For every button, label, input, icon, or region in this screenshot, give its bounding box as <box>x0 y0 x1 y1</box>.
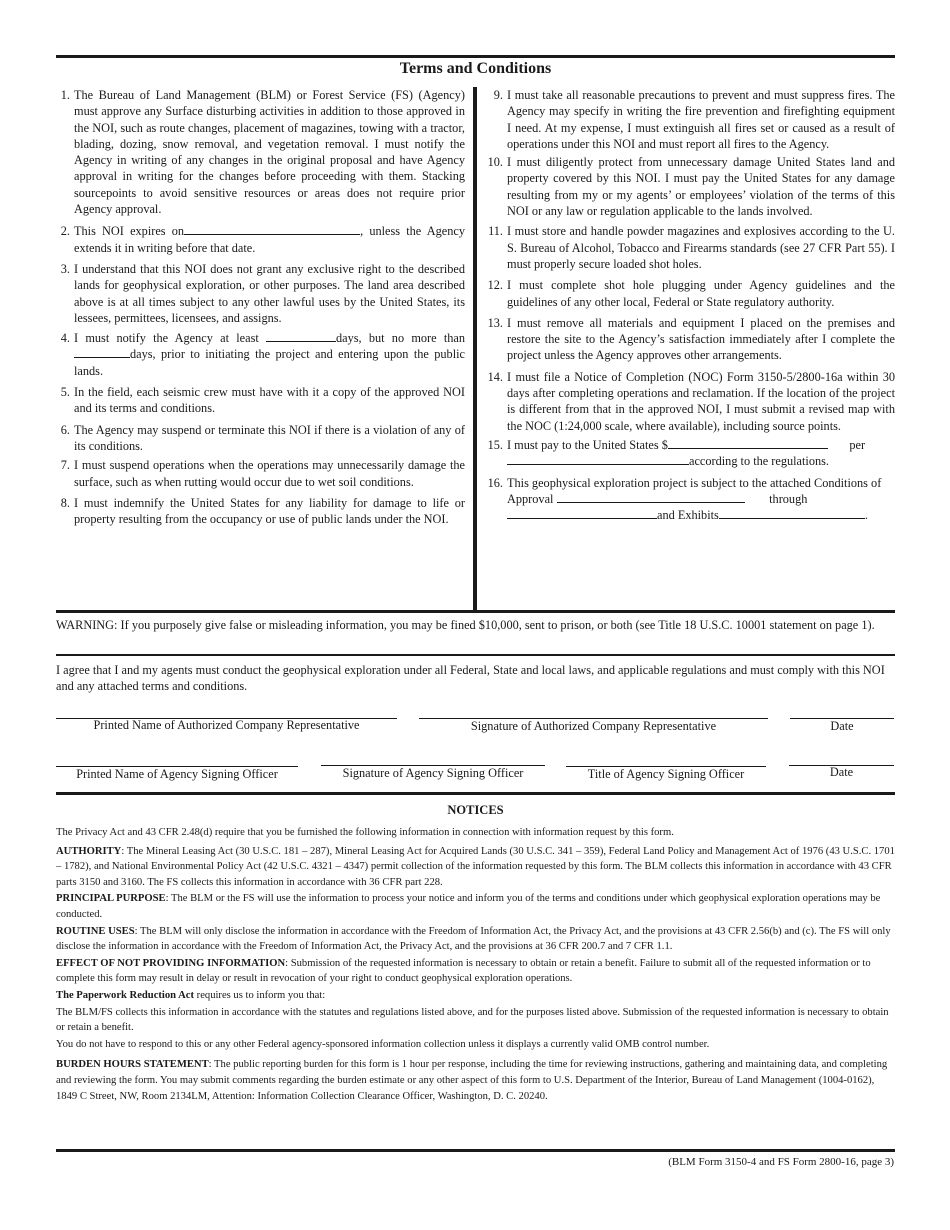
term-14: 14. I must file a Notice of Completion (NOC) Form 3150-5/2800-16a within 30 days after completing operations and reclamation. If the location of the project is different from that in the approved NOI, I must submit a revised map with the NOC (1:24,000 scale, where available), including source points. <box>487 369 895 433</box>
agreement-statement: I agree that I and my agents must conduct the geophysical exploration under all Federal, State and local laws, and applicable regulations and must comply with this NOI and any attached terms and conditions. <box>56 663 885 694</box>
agency-signature-label: Signature of Agency Signing Officer <box>342 766 524 780</box>
term-8: 8. I must indemnify the United States for any liability for damage to life or property resulting from the occupancy or use of public lands under the NOI. <box>60 495 465 527</box>
company-name-label: Printed Name of Authorized Company Representative <box>93 718 360 732</box>
conditions-through-field[interactable] <box>507 507 657 519</box>
burden-hours-notice: BURDEN HOURS STATEMENT: The public reporting burden for this form is 1 hour per response, including the time for reviewing instructions, gathering and maintaining data, and completing and reviewing the form. You may submit comments regarding the burden estimate or any other aspect of this form to U.S. Department of the Interior, Bureau of Land Management (1004-0162), 1849 C Street, NW, Room 2134LM, Attention: Information Collection Clearance Officer, Washington, D. C. 20240. <box>56 1059 888 1102</box>
term-15: 15. I must pay to the United States $ per according to the regulations. <box>487 437 866 469</box>
exhibits-field[interactable] <box>719 507 865 519</box>
company-signature-label: Signature of Authorized Company Representative <box>470 719 717 733</box>
effect-notice: EFFECT OF NOT PROVIDING INFORMATION: Submission of the requested information is necessary to obtain or retain a benefit. Failure to submit all of the requested information or to complete this form may result in delay or result in revocation of your right to conduct geophysical exploration operations. <box>56 957 871 985</box>
principal-purpose-notice: PRINCIPAL PURPOSE: The BLM or the FS will use the information to process your notice and inform you of the terms and conditions under which geophysical exploration operations may be conducted. <box>56 893 881 920</box>
term-2: 2. This NOI expires on , unless the Agency extends it in writing before that date. <box>60 224 465 255</box>
max-notice-days-field[interactable] <box>74 346 130 358</box>
min-notice-days-field[interactable] <box>266 330 336 342</box>
payment-per-unit-field[interactable] <box>507 453 689 465</box>
term-1: 1. The Bureau of Land Management (BLM) or Forest Service (FS) (Agency) must approve any Surface disturbing activities in addition to those approved in the NOI, such as route changes, placement of magazines, towing with a tractor, blading, dozing, snow removal, and vegetation removal. I must notify the Agency in writing of any changes in the original proposal and have Agency approval in writing for the changes before proceeding with them. Stacking sourcepoints to avoid sensitive resources or areas does not require prior Agency approval. <box>60 88 465 217</box>
footer-rule <box>56 1149 895 1152</box>
routine-uses-notice: ROUTINE USES: The BLM will only disclose the information in accordance with the Freedom of Information Act, the Privacy Act, and the provisions at 43 CFR 2.56(b) and (c). The FS will only disclose the information in accordance with the Freedom of Information Act, the Privacy Act, and the provisions at 36 CFR 200.7 and 7 CFR 1.1. <box>56 925 891 953</box>
paperwork-collection-text: The BLM/FS collects this information in accordance with the statutes and regulations listed above, and for the purposes listed above. Submission of the requested information is necessary to obtain or retain a benefit. <box>56 1006 889 1034</box>
notices-heading: NOTICES <box>447 803 504 817</box>
term-4: 4. I must notify the Agency at least days, but no more than days, prior to initiating the project and entering upon the public lands. <box>60 331 466 378</box>
term-5: 5. In the field, each seismic crew must have with it a copy of the approved NOI and its terms and conditions. <box>60 385 465 416</box>
conditions-from-field[interactable] <box>557 491 745 503</box>
omb-control-text: You do not have to respond to this or any other Federal agency-sponsored information collection unless it displays a currently valid OMB control number. <box>56 1038 710 1050</box>
page-title: Terms and Conditions <box>399 60 552 77</box>
payment-amount-field[interactable] <box>668 437 828 449</box>
term-7: 7. I must suspend operations when the operations may unnecessarily damage the surface, such as when rutting would occur due to wet soil conditions. <box>60 458 465 489</box>
company-date-label: Date <box>830 719 854 733</box>
term-6: 6. The Agency may suspend or terminate this NOI if there is a violation of any of its conditions. <box>60 422 465 453</box>
notices-top-rule <box>56 792 895 795</box>
term-9: 9. I must take all reasonable precautions to prevent and must suppress fires. The Agency may specify in writing the fire prevention and firefighting equipment I need. At my expense, I must extinguish all fires set or caused as a result of operations under this NOI and must report all fires to the Agency. <box>493 88 895 151</box>
privacy-act-intro: The Privacy Act and 43 CFR 2.48(d) require that you be furnished the following information in connection with information request by this form. <box>56 827 674 838</box>
paperwork-act-notice: The Paperwork Reduction Act requires us to inform you that: <box>56 989 326 1001</box>
notices-section <box>56 825 895 1105</box>
terms-left-column <box>56 87 465 527</box>
term-12: 12. I must complete shot hole plugging under Agency guidelines and the guidelines of any other local, Federal or State regulatory authority. <box>487 278 895 309</box>
authority-notice: AUTHORITY: The Mineral Leasing Act (30 U.S.C. 181 – 287), Mineral Leasing Act for Acquired Lands (30 U.S.C. 341 – 359), Federal Land Policy and Management Act of 1976 (43 U.S.C. 1701 – 1782), and National Environmental Policy Act (42 U.S.C. 4321 – 4347) permit collection of the information requested by this form. The BLM collects this information in accordance with 43 CFR parts 3150 and 3160. The FS collects this information in accordance with 36 CFR part 228. <box>56 845 895 888</box>
agency-title-label: Title of Agency Signing Officer <box>587 767 745 781</box>
warning-bottom-rule <box>56 654 895 656</box>
form-footer: (BLM Form 3150-4 and FS Form 2800-16, page 3) <box>668 1156 894 1168</box>
expiration-date-field[interactable] <box>184 223 360 235</box>
agency-name-label: Printed Name of Agency Signing Officer <box>76 767 278 781</box>
agency-date-label: Date <box>829 765 854 779</box>
term-16: 16. This geophysical exploration project is subject to the attached Conditions of Approval through and Exhibits . <box>487 475 882 523</box>
top-rule <box>56 55 895 58</box>
term-3: 3. I understand that this NOI does not grant any exclusive right to the described lands for geophysical exploration, or other purposes. The land area described above is at all times subject to any other lawful uses by the United States, its lessees, permittees, licensees, and assigns. <box>60 261 465 325</box>
term-10: 10. I must diligently protect from unnecessary damage United States land and property covered by this NOI. I must pay the United States for any damage resulting from my or my agents’ or employees’ violation of the terms of this NOI or any law or regulation applicable to the lands involved. <box>487 155 895 219</box>
term-13: 13. I must remove all materials and equipment I placed on the premises and restore the site to the Agency’s satisfaction immediately after I complete the project unless the Agency approves other arrangements. <box>487 315 895 363</box>
column-divider <box>473 87 477 611</box>
term-11: 11. I must store and handle powder magazines and explosives according to the U. S. Bureau of Alcohol, Tobacco and Firearms standards (see 27 CFR Part 55). I must properly secure loaded shot holes. <box>488 224 895 271</box>
terms-right-column <box>485 87 895 523</box>
warning-statement: WARNING: If you purposely give false or misleading information, you may be fined $10,000, sent to prison, or both (see Title 18 U.S.C. 10001 statement on page 1). <box>56 618 875 632</box>
